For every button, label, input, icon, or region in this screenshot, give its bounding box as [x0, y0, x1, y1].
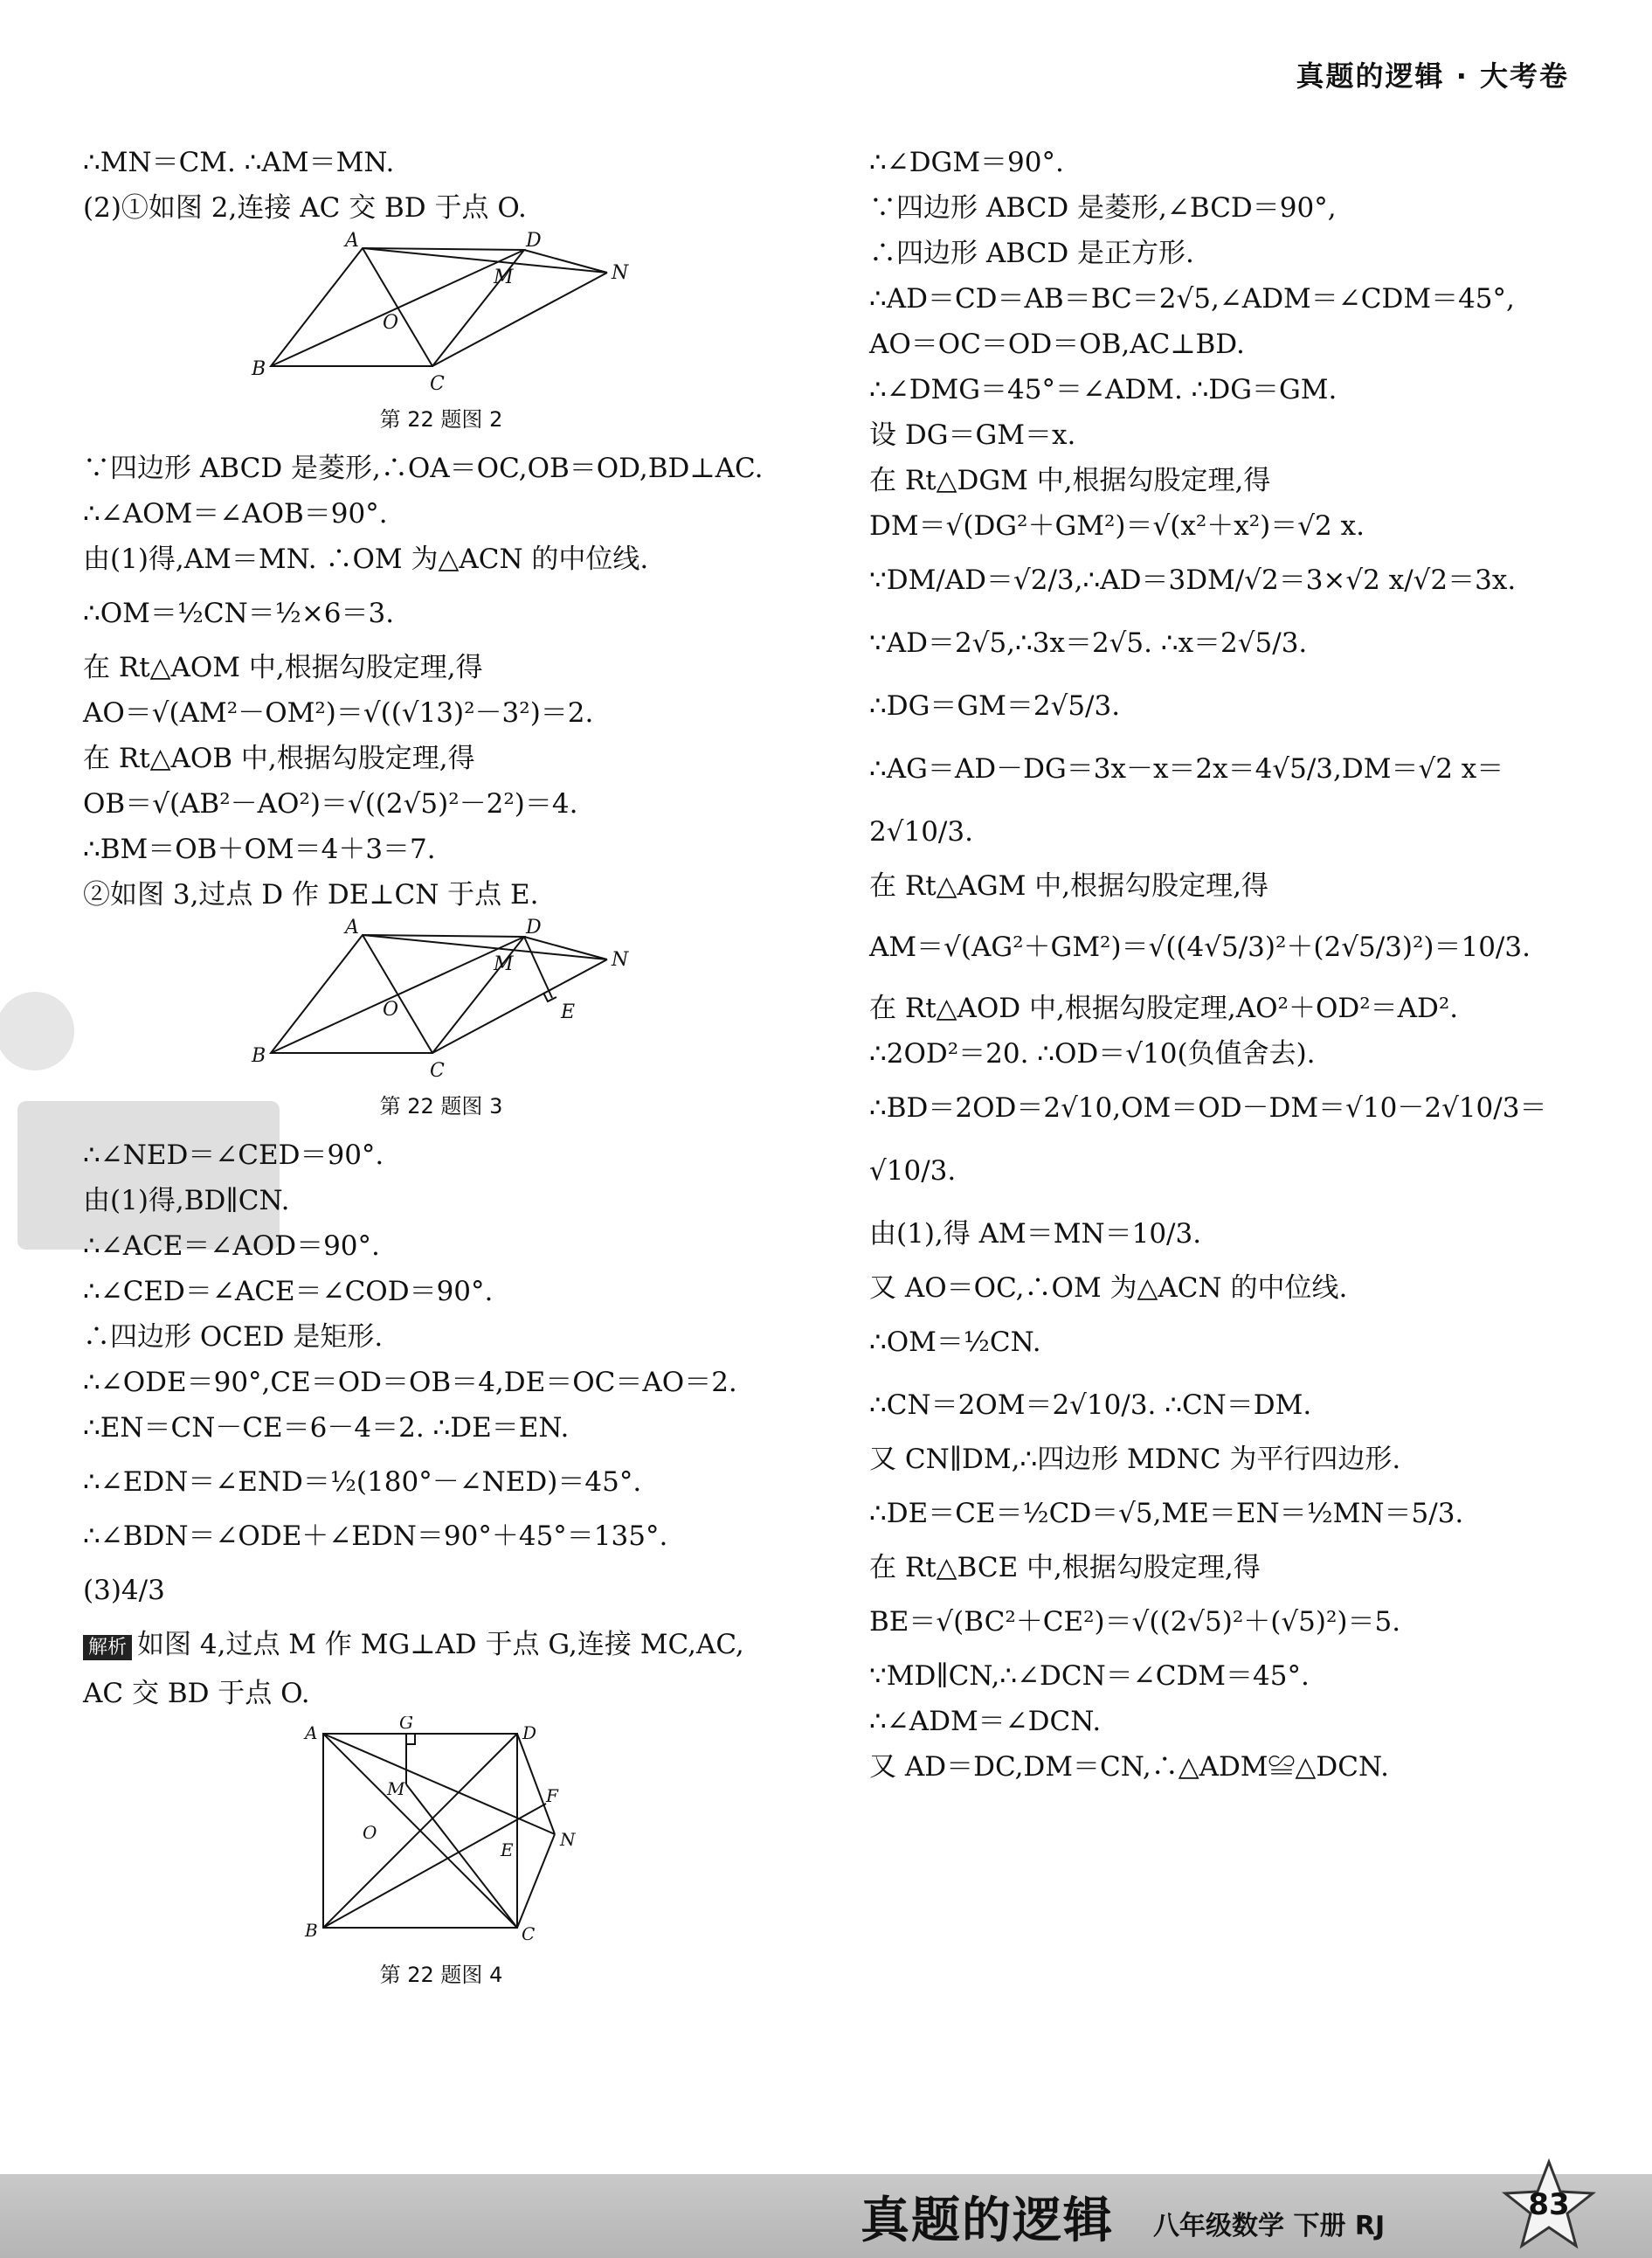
fig4-label: M: [387, 1778, 405, 1799]
text-line: ∴2OD²＝20. ∴OD＝√10(负值舍去).: [869, 1038, 1316, 1070]
fig2-label: A: [345, 231, 359, 252]
text-line: ∴OM＝½CN＝½×6＝3.: [83, 598, 395, 629]
text-line: ∵四边形 ABCD 是菱形,∴OA＝OC,OB＝OD,BD⊥AC.: [83, 453, 764, 484]
fig3-label: M: [494, 953, 514, 975]
text-line: [83, 1622, 799, 1671]
text-line: 在 Rt△AOB 中,根据勾股定理,得: [83, 743, 475, 774]
figure-4-caption: 第 22 题图 4: [379, 1963, 503, 1987]
fig2-label: D: [526, 231, 542, 252]
text-span: 如图 4,过点 M 作 MG⊥AD 于点 G,连接 MC,AC,: [137, 1629, 744, 1660]
text-line: ∴∠BDN＝∠ODE＋∠EDN＝90°＋45°＝135°.: [83, 1520, 668, 1552]
fig3-label: E: [561, 1001, 576, 1023]
figure-2-caption: 第 22 题图 2: [379, 407, 503, 432]
figure-2: [236, 231, 646, 397]
figure-3-caption: 第 22 题图 3: [379, 1094, 503, 1119]
text-line: AO＝OC＝OD＝OB,AC⊥BD.: [869, 329, 1245, 360]
text-line: ∴四边形 ABCD 是正方形.: [869, 238, 1194, 269]
fig3-label: D: [526, 918, 542, 939]
text-line: (2)①如图 2,连接 AC 交 BD 于点 O.: [83, 192, 527, 224]
right-column: [869, 140, 1586, 1790]
text-line: OB＝√(AB²－AO²)＝√((2√5)²－2²)＝4.: [83, 788, 578, 820]
text-line: ∴∠ACE＝∠AOD＝90°.: [83, 1230, 380, 1262]
fig4-label: F: [546, 1785, 558, 1806]
text-line: ∴DG＝GM＝2√5/3.: [869, 690, 1121, 722]
text-line: ∴CN＝2OM＝2√10/3. ∴CN＝DM.: [869, 1389, 1312, 1421]
text-line: ∴BD＝2OD＝2√10,OM＝OD－DM＝√10－2√10/3＝: [869, 1092, 1547, 1124]
text-line: ∴BM＝OB＋OM＝4＋3＝7.: [83, 834, 436, 865]
text-line: ∴∠DGM＝90°.: [869, 147, 1064, 178]
text-line: ∴EN＝CN－CE＝6－4＝2. ∴DE＝EN.: [83, 1412, 570, 1444]
fig3-label: C: [430, 1060, 445, 1082]
text-line: 在 Rt△AGM 中,根据勾股定理,得: [869, 870, 1268, 902]
fig4-label: A: [305, 1722, 318, 1743]
text-line: 又 AD＝DC,DM＝CN,∴△ADM≌△DCN.: [869, 1751, 1389, 1783]
text-line: ∴AD＝CD＝AB＝BC＝2√5,∠ADM＝∠CDM＝45°,: [869, 283, 1515, 315]
left-column: [83, 140, 799, 2001]
page-number: 83: [1528, 2187, 1570, 2222]
text-line: ②如图 3,过点 D 作 DE⊥CN 于点 E.: [83, 879, 539, 911]
text-line: ∴AG＝AD－DG＝3x－x＝2x＝4√5/3,DM＝√2 x＝: [869, 753, 1504, 785]
text-line: 在 Rt△AOM 中,根据勾股定理,得: [83, 652, 483, 683]
text-line: ∴∠AOM＝∠AOB＝90°.: [83, 498, 388, 530]
figure-4: [284, 1716, 598, 1952]
text-line: AC 交 BD 于点 O.: [83, 1678, 310, 1709]
text-line: ∴∠DMG＝45°＝∠ADM. ∴DG＝GM.: [869, 374, 1337, 405]
fig4-label: D: [522, 1722, 537, 1743]
text-line: 由(1)得,AM＝MN. ∴OM 为△ACN 的中位线.: [83, 544, 649, 575]
page-header-title: 真题的逻辑 · 大考卷: [1296, 59, 1569, 93]
text-line: 在 Rt△AOD 中,根据勾股定理,AO²＋OD²＝AD².: [869, 993, 1459, 1024]
fig2-label: M: [494, 267, 514, 288]
text-line: ∴OM＝½CN.: [869, 1326, 1041, 1358]
fig3-label: O: [383, 999, 399, 1021]
footer-bar: [0, 2174, 1652, 2258]
figure-3: [236, 918, 646, 1084]
text-line: 在 Rt△DGM 中,根据勾股定理,得: [869, 465, 1271, 496]
fig4-label: C: [522, 1923, 536, 1944]
text-line: √10/3.: [869, 1155, 957, 1187]
footer-subtitle: 八年级数学 下册 RJ: [1153, 2211, 1386, 2241]
analysis-tag: 解析: [83, 1635, 132, 1660]
text-line: 由(1)得,BD∥CN.: [83, 1185, 290, 1216]
fig4-label: B: [305, 1920, 318, 1941]
text-line: BE＝√(BC²＋CE²)＝√((2√5)²＋(√5)²)＝5.: [869, 1606, 1401, 1638]
text-line: ∵四边形 ABCD 是菱形,∠BCD＝90°,: [869, 192, 1337, 224]
text-line: ∴MN＝CM. ∴AM＝MN.: [83, 147, 395, 178]
text-line: ∴∠ODE＝90°,CE＝OD＝OB＝4,DE＝OC＝AO＝2.: [83, 1367, 737, 1398]
fig2-label: O: [383, 312, 399, 334]
text-line: DM＝√(DG²＋GM²)＝√(x²＋x²)＝√2 x.: [869, 510, 1365, 542]
text-line: ∴∠NED＝∠CED＝90°.: [83, 1139, 384, 1171]
fig4-label: N: [560, 1829, 576, 1850]
fig3-label: N: [612, 949, 629, 971]
text-line: ∴DE＝CE＝½CD＝√5,ME＝EN＝½MN＝5/3.: [869, 1498, 1464, 1529]
fig4-label: G: [399, 1716, 413, 1733]
text-line: AM＝√(AG²＋GM²)＝√((4√5/3)²＋(2√5/3)²)＝10/3.: [869, 932, 1531, 963]
text-line: 由(1),得 AM＝MN＝10/3.: [869, 1218, 1202, 1250]
fig3-label: A: [345, 918, 359, 939]
fig2-label: C: [430, 373, 445, 395]
fig4-label: O: [363, 1822, 377, 1843]
text-line: AO＝√(AM²－OM²)＝√((√13)²－3²)＝2.: [83, 697, 594, 729]
text-line: ∵MD∥CN,∴∠DCN＝∠CDM＝45°.: [869, 1660, 1310, 1692]
text-line: ∵AD＝2√5,∴3x＝2√5. ∴x＝2√5/3.: [869, 627, 1308, 659]
footer-brand: 真题的逻辑: [861, 2192, 1114, 2249]
text-line: ∴四边形 OCED 是矩形.: [83, 1321, 384, 1353]
text-line: (3)4/3: [83, 1575, 165, 1606]
text-line: 设 DG＝GM＝x.: [869, 419, 1076, 451]
fig3-label: B: [252, 1045, 266, 1067]
fig2-label: N: [612, 262, 629, 284]
text-line: 在 Rt△BCE 中,根据勾股定理,得: [869, 1552, 1261, 1583]
text-line: ∴∠EDN＝∠END＝½(180°－∠NED)＝45°.: [83, 1466, 642, 1498]
text-line: 2√10/3.: [869, 816, 973, 848]
text-line: ∴∠CED＝∠ACE＝∠COD＝90°.: [83, 1276, 494, 1307]
fig2-label: B: [252, 358, 266, 380]
fig4-label: E: [501, 1839, 514, 1860]
text-line: ∵DM/AD＝√2/3,∴AD＝3DM/√2＝3×√2 x/√2＝3x.: [869, 564, 1517, 596]
text-line: 又 AO＝OC,∴OM 为△ACN 的中位线.: [869, 1272, 1348, 1304]
text-line: 又 CN∥DM,∴四边形 MDNC 为平行四边形.: [869, 1444, 1401, 1475]
text-line: ∴∠ADM＝∠DCN.: [869, 1706, 1102, 1737]
